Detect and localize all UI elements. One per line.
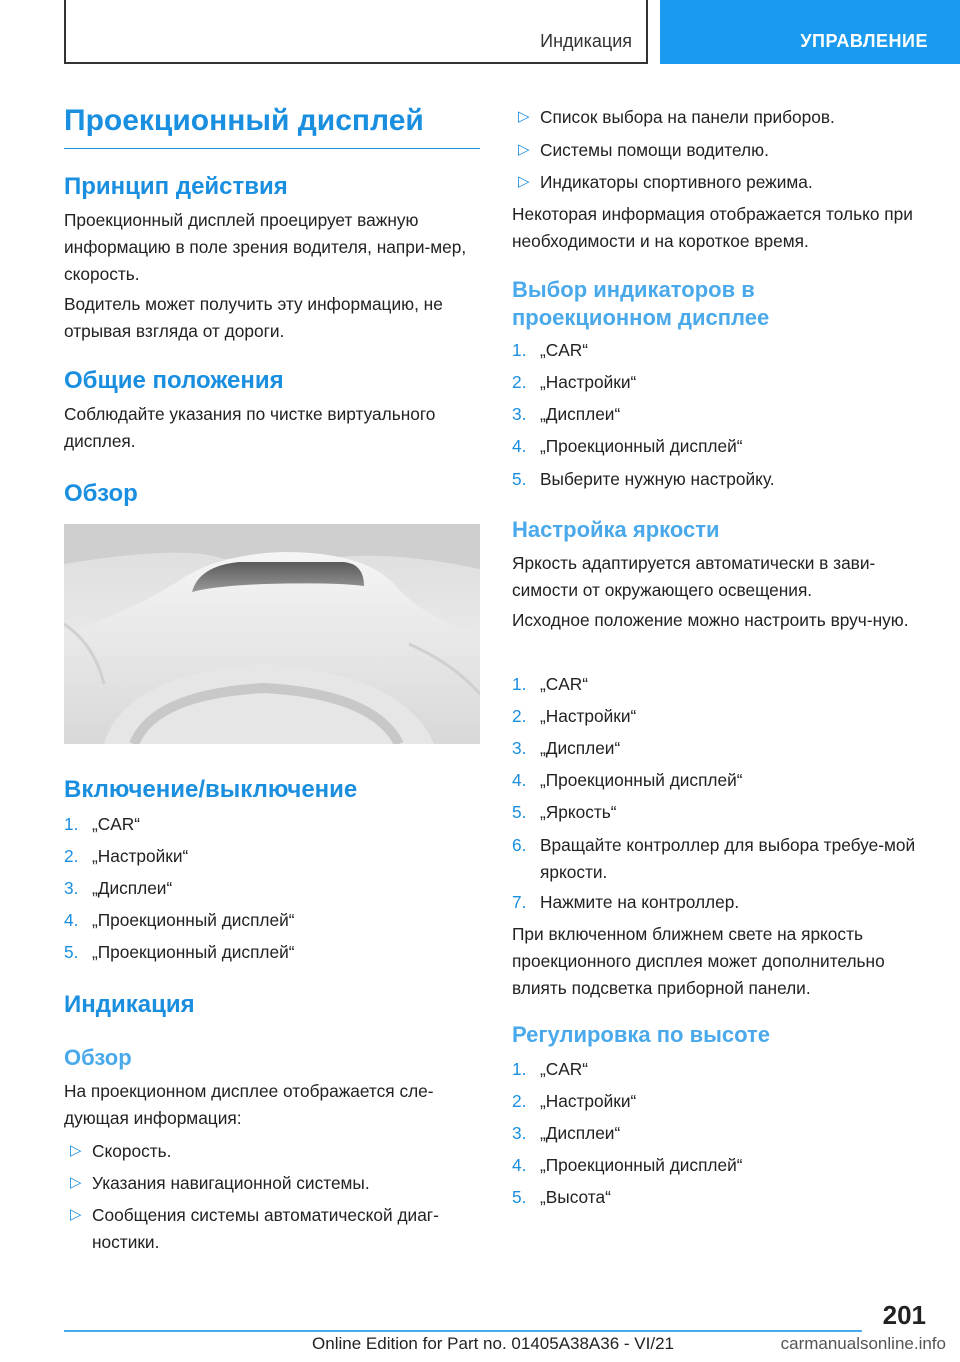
step-text: „Настройки“ xyxy=(540,1091,637,1111)
triangle-bullet-icon: ▷ xyxy=(70,1174,82,1191)
step-number: 1. xyxy=(64,814,79,834)
onoff-step xyxy=(64,811,480,838)
select-step xyxy=(512,433,928,460)
triangle-bullet-icon: ▷ xyxy=(518,173,530,190)
section-tab xyxy=(660,0,960,64)
step-text: „Проекционный дисплей“ xyxy=(92,910,295,930)
height-step xyxy=(512,1088,928,1115)
step-number: 2. xyxy=(64,846,79,866)
step-text: „Проекционный дисплей“ xyxy=(540,1155,743,1175)
step-number: 4. xyxy=(512,436,527,456)
step-number: 3. xyxy=(512,404,527,424)
select-step xyxy=(512,337,928,364)
page-number: 201 xyxy=(882,1300,926,1330)
step-number: 4. xyxy=(512,1155,527,1175)
step-text: „Настройки“ xyxy=(92,846,189,866)
step-text: „Дисплеи“ xyxy=(540,1123,621,1143)
brightness-step xyxy=(512,799,928,826)
overview-heading: Обзор xyxy=(64,480,138,507)
principle-heading: Принцип действия xyxy=(64,173,288,200)
step-number: 7. xyxy=(512,892,527,912)
brightness-paragraph-2: Исходное положение можно настроить вруч-ную. xyxy=(512,610,909,630)
chapter-tab xyxy=(64,0,648,64)
onoff-step xyxy=(64,875,480,902)
step-number: 4. xyxy=(64,910,79,930)
brightness-step xyxy=(512,703,928,730)
indication-bullet xyxy=(512,169,928,196)
footer-rule xyxy=(64,1330,862,1332)
principle-paragraph-1: Проекционный дисплей проецирует важную информацию в поле зрения водителя, напри-мер, скорость. xyxy=(64,210,467,284)
head-up-display-photo xyxy=(64,524,480,744)
step-text: „CAR“ xyxy=(92,814,140,834)
step-text: Вращайте контроллер для выбора требуе-мой яркости. xyxy=(540,835,916,882)
brightness-step xyxy=(512,832,928,886)
height-step xyxy=(512,1184,928,1211)
triangle-bullet-icon: ▷ xyxy=(70,1142,82,1159)
select-heading-line-1: Выбор индикаторов в xyxy=(512,277,755,302)
step-number: 3. xyxy=(64,878,79,898)
height-step xyxy=(512,1056,928,1083)
step-number: 2. xyxy=(512,706,527,726)
height-step xyxy=(512,1120,928,1147)
step-number: 1. xyxy=(512,674,527,694)
step-text: „CAR“ xyxy=(540,340,588,360)
title-rule xyxy=(64,148,480,149)
bullet-text: Указания навигационной системы. xyxy=(92,1173,370,1193)
indication-paragraph: На проекционном дисплее отображается сле-дующая информация: xyxy=(64,1081,434,1128)
step-number: 5. xyxy=(512,1187,527,1207)
brightness-paragraph-3: При включенном ближнем свете на яркость проекционного дисплея может дополнительно влиять подсветка приборной панели. xyxy=(512,924,885,998)
page-title: Проекционный дисплей xyxy=(64,104,424,137)
step-text: „Высота“ xyxy=(540,1187,611,1207)
select-heading-line-2: проекционном дисплее xyxy=(512,305,770,330)
onoff-step xyxy=(64,843,480,870)
triangle-bullet-icon: ▷ xyxy=(518,141,530,158)
watermark-link[interactable]: carmanualsonline.info xyxy=(780,1334,946,1353)
indication-overview-heading: Обзор xyxy=(64,1045,132,1070)
step-text: Нажмите на контроллер. xyxy=(540,892,740,912)
info-paragraph: Некоторая информация отображается только при необходимости и на короткое время. xyxy=(512,204,913,251)
indication-bullet xyxy=(64,1138,480,1165)
step-number: 2. xyxy=(512,372,527,392)
bullet-text: Скорость. xyxy=(92,1141,172,1161)
brightness-step xyxy=(512,671,928,698)
brightness-step xyxy=(512,889,928,916)
step-text: „Яркость“ xyxy=(540,802,617,822)
step-number: 5. xyxy=(512,469,527,489)
select-step xyxy=(512,369,928,396)
edition-info: Online Edition for Part no. 01405A38A36 - VI/21 xyxy=(312,1334,674,1353)
step-text: „Дисплеи“ xyxy=(540,404,621,424)
general-paragraph: Соблюдайте указания по чистке виртуального дисплея. xyxy=(64,404,436,451)
step-text: „Проекционный дисплей“ xyxy=(540,436,743,456)
step-number: 3. xyxy=(512,738,527,758)
height-heading: Регулировка по высоте xyxy=(512,1022,771,1047)
indication-bullet xyxy=(512,137,928,164)
triangle-bullet-icon: ▷ xyxy=(70,1206,82,1223)
select-step xyxy=(512,401,928,428)
brightness-step xyxy=(512,735,928,762)
select-step xyxy=(512,466,928,493)
principle-paragraph-2: Водитель может получить эту информацию, не отрывая взгляда от дороги. xyxy=(64,294,443,341)
general-heading: Общие положения xyxy=(64,367,284,394)
step-text: „Дисплеи“ xyxy=(540,738,621,758)
indication-bullet xyxy=(64,1170,480,1197)
brightness-heading: Настройка яркости xyxy=(512,517,720,542)
onoff-heading: Включение/выключение xyxy=(64,776,358,803)
step-number: 2. xyxy=(512,1091,527,1111)
onoff-step xyxy=(64,939,480,966)
height-step xyxy=(512,1152,928,1179)
step-number: 1. xyxy=(512,1059,527,1079)
bullet-text: Системы помощи водителю. xyxy=(540,140,769,160)
bullet-text: Список выбора на панели приборов. xyxy=(540,107,835,127)
step-number: 6. xyxy=(512,835,527,855)
brightness-step xyxy=(512,767,928,794)
step-text: „Настройки“ xyxy=(540,706,637,726)
bullet-text: Индикаторы спортивного режима. xyxy=(540,172,813,192)
step-text: „Проекционный дисплей“ xyxy=(540,770,743,790)
step-number: 3. xyxy=(512,1123,527,1143)
step-number: 4. xyxy=(512,770,527,790)
onoff-step xyxy=(64,907,480,934)
brightness-paragraph-1: Яркость адаптируется автоматически в зави-симости от окружающего освещения. xyxy=(512,553,876,600)
step-text: „Дисплеи“ xyxy=(92,878,173,898)
step-text: „CAR“ xyxy=(540,1059,588,1079)
step-number: 5. xyxy=(512,802,527,822)
step-text: „CAR“ xyxy=(540,674,588,694)
chapter-title: Индикация xyxy=(540,31,632,51)
indication-bullet xyxy=(512,104,928,131)
indication-bullet xyxy=(64,1202,480,1256)
section-title: УПРАВЛЕНИЕ xyxy=(800,31,928,51)
step-text: „Проекционный дисплей“ xyxy=(92,942,295,962)
triangle-bullet-icon: ▷ xyxy=(518,108,530,125)
step-number: 5. xyxy=(64,942,79,962)
step-text: Выберите нужную настройку. xyxy=(540,469,775,489)
indication-heading: Индикация xyxy=(64,991,195,1018)
step-number: 1. xyxy=(512,340,527,360)
bullet-text: Сообщения системы автоматической диаг-ностики. xyxy=(92,1205,439,1252)
step-text: „Настройки“ xyxy=(540,372,637,392)
